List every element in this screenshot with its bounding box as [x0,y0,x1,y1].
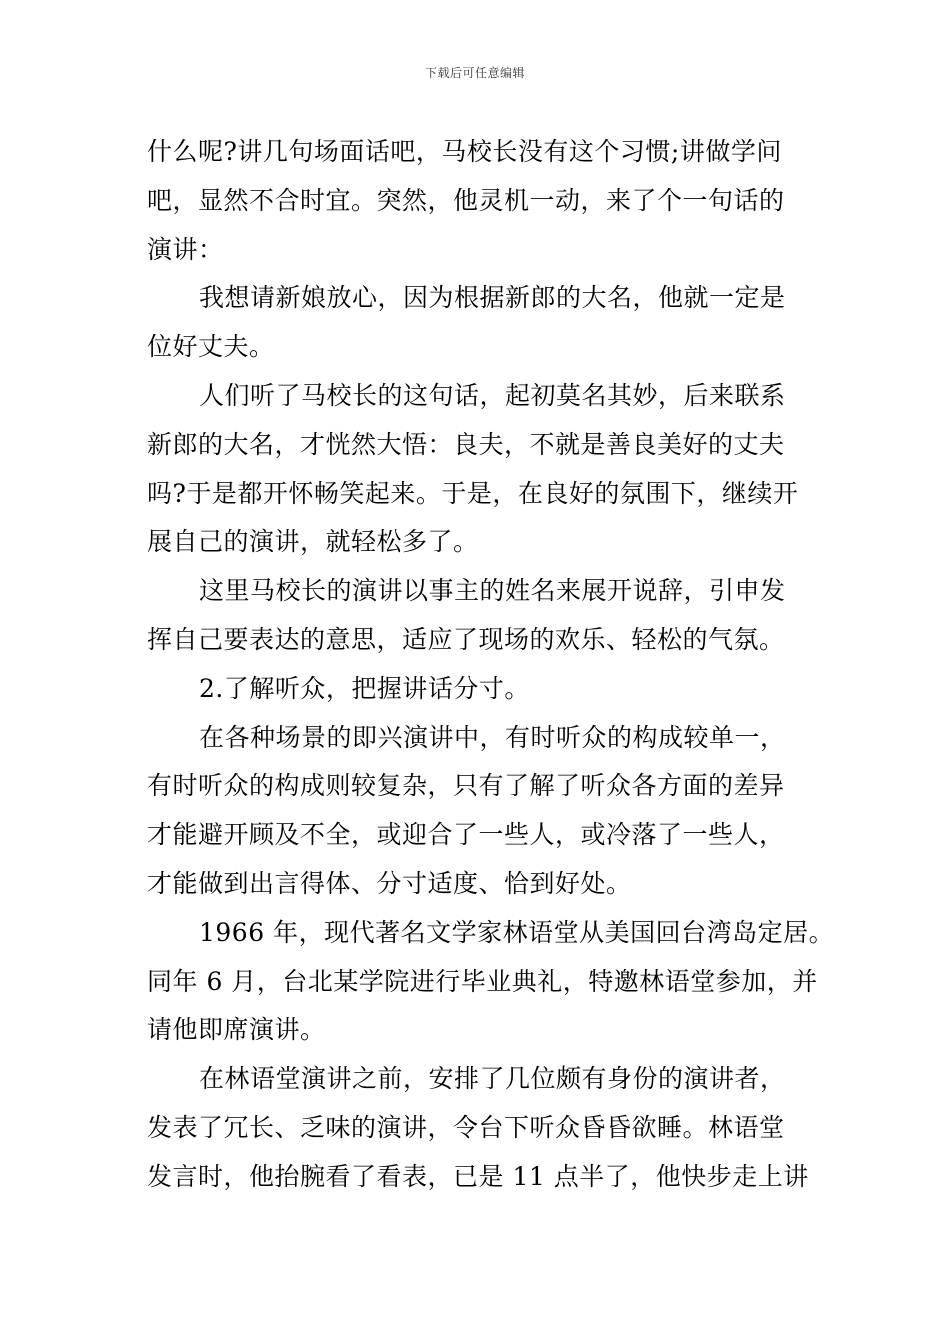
paragraph-4 [147,567,827,665]
text-line: 发表了冗长、乏味的演讲，令台下听众昏昏欲睡。林语堂 [147,1112,785,1142]
text-line: 在林语堂演讲之前，安排了几位颇有身份的演讲者， [199,1064,786,1094]
text-line: 1966 年，现代著名文学家林语堂从美国回台湾岛定居。 [199,917,835,947]
text-line: 有时听众的构成则较复杂，只有了解了听众各方面的差异 [147,771,785,801]
paragraph-1 [147,128,827,274]
section-heading: 2.了解听众，把握讲话分寸。 [199,673,530,703]
paragraph-3 [147,372,827,567]
text-line: 挥自己要表达的意思，适应了现场的欢乐、轻松的气氛。 [147,624,785,654]
text-line: 在各种场景的即兴演讲中，有时听众的构成较单一， [199,722,786,752]
text-line: 人们听了马校长的这句话，起初莫名其妙，后来联系 [199,380,786,410]
paragraph-6 [147,714,827,909]
text-line: 位好丈夫。 [147,332,275,362]
text-line: 新郎的大名，才恍然大悟：良夫，不就是善良美好的丈夫 [147,429,785,459]
paragraph-7 [147,909,835,1055]
paragraph-5-heading [147,665,827,714]
text-line: 同年 6 月，台北某学院进行毕业典礼，特邀林语堂参加，并 [147,966,818,996]
text-line: 这里马校长的演讲以事主的姓名来展开说辞，引申发 [199,576,786,606]
text-line: 吧，显然不合时宜。突然，他灵机一动，来了个一句话的 [147,185,785,215]
text-line: 我想请新娘放心，因为根据新郎的大名，他就一定是 [199,283,786,313]
text-line: 才能做到出言得体、分寸适度、恰到好处。 [147,868,632,898]
page-header: 下载后可任意编辑 [424,66,525,80]
paragraph-2 [147,274,827,372]
text-line: 演讲： [147,234,224,264]
text-line: 什么呢?讲几句场面话吧，马校长没有这个习惯;讲做学问 [147,137,782,166]
document-body [147,128,835,1202]
text-line: 展自己的演讲，就轻松多了。 [147,527,479,557]
text-line: 发言时，他抬腕看了看表，已是 11 点半了，他快步走上讲 [147,1161,809,1191]
text-line: 请他即席演讲。 [147,1015,326,1045]
text-line: 才能避开顾及不全，或迎合了一些人，或冷落了一些人， [147,820,785,850]
text-line: 吗?于是都开怀畅笑起来。于是，在良好的氛围下，继续开 [147,478,799,508]
paragraph-8 [147,1055,827,1201]
